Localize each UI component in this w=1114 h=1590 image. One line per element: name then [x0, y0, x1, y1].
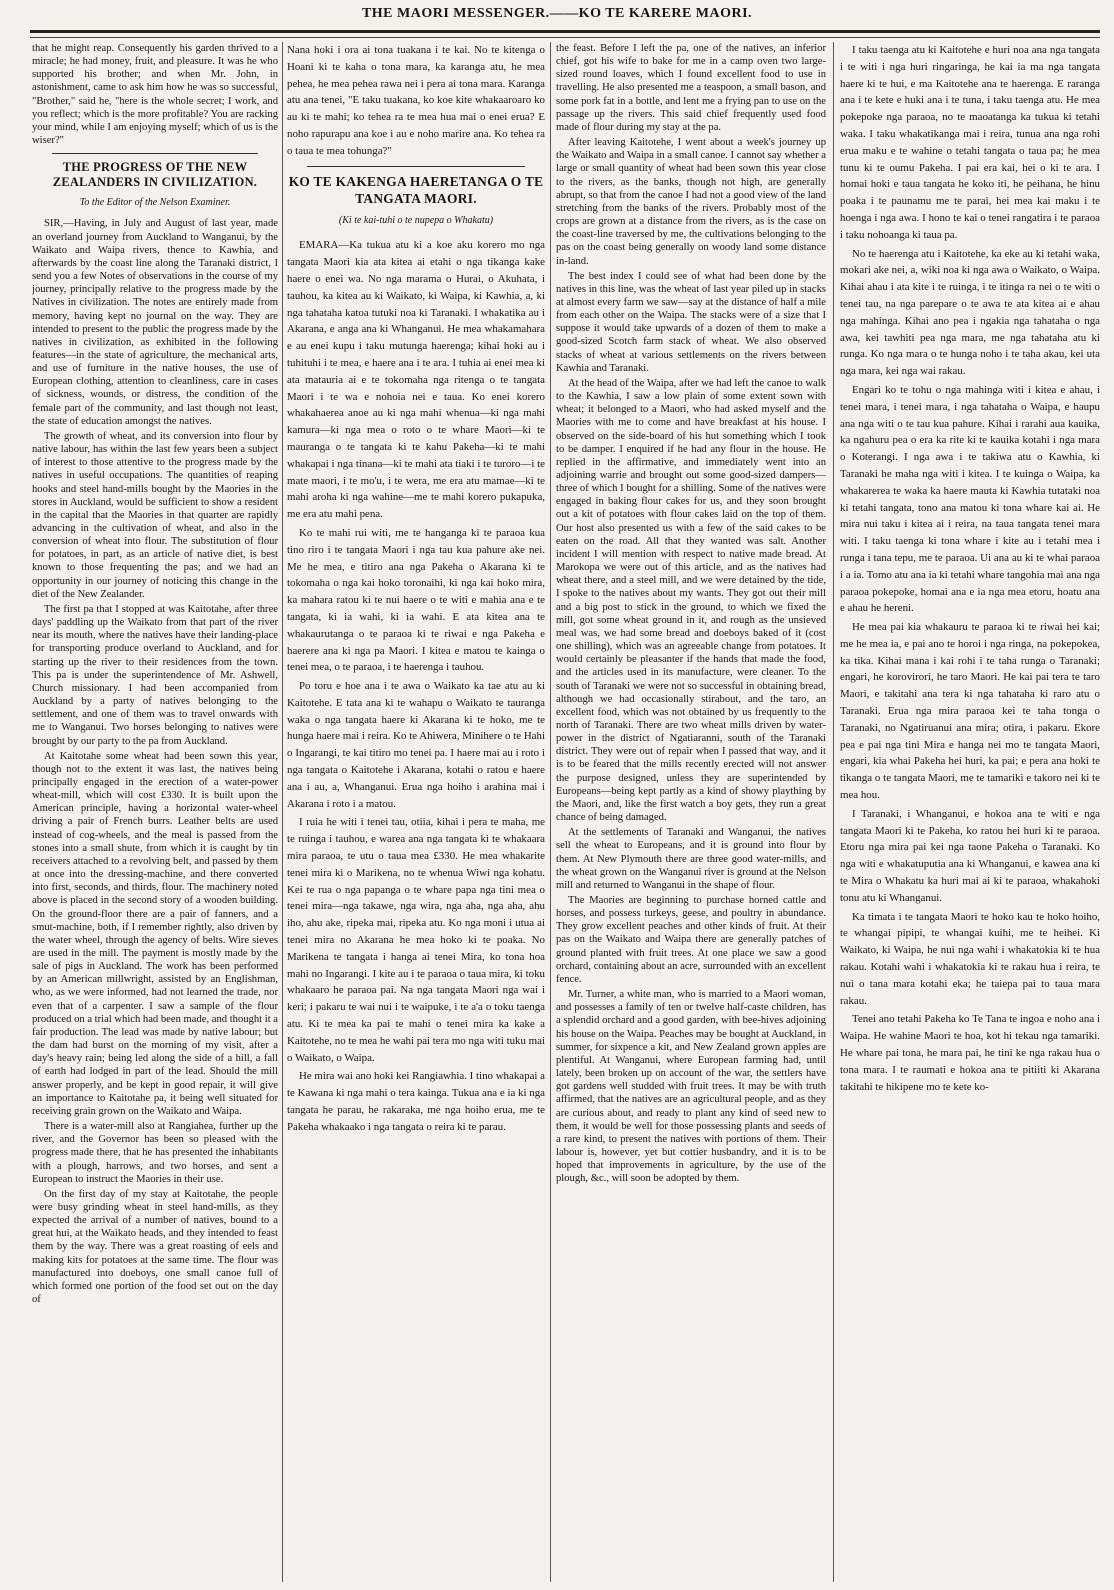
article-paragraph: I ruia he witi i tenei tau, otiia, kihai i pera te maha, me te ruinga i tauhou, e warea ana nga tangata ki te whakaara mira paraoa, te utu o taua mea £330. He mea whakarite tenei mira ki o Marikena, no te whenua Wiwi nga kohatu. Kei te rua o nga papanga o te whare papa nga tini mea o tenei mira—nga takawe, nga wira, nga aha, nga aha, ahu iho, ahu ake, ripeka mai, ripeka atu. Ko nga moni i utua ai tenei mira no Akarana he mea hoko ki te poaka. No Marikena te tangata i hanga ai tenei Mira, ko tona hoa mahi no Ingarangi. I kite au i te paraoa o taua mira, ki toku whakaaro he paraoa pai. Na nga tangata Maori nga wai i keri; i pakaru te wai nui i te waipuke, i te a'a o toku taenga atu. Ki te mea ka pai te mahi o tenei mira ka kake a Kaitotehe, no te mea he wahi pai tera mo nga witi tuku mai o Waikato, o Waipa.: [287, 816, 545, 1064]
article-paragraph: The Maories are beginning to purchase horned cattle and horses, and possess turkeys, geese, and poultry in abundance. They grow excellent peaches and other kinds of fruit. At their pas on the Waikato and Waipa there are generally patches of ground planted with fruit trees. At one place we saw a good orchard, containing about an acre, surrounded with an excellent fence.: [556, 895, 826, 985]
article-paragraph: At the head of the Waipa, after we had left the canoe to walk to the Kawhia, I saw a low plain of some extent sown with wheat; it belonged to a Maori, who had asked myself and the Maories with me to come and have breakfast at his house. I observed on the side-board of his hut something which I took to be damper. I enquired if he had any flour in the house. He replied in the affirmative, and immediately went into an adjoining warrie and brought out some good-sized dampers—three of which I bought for a shilling. Some of the natives were engaged in baking flour cakes for us, and they soon brought out a kit of potatoes with flour cakes laid on the top of them. Our host also presented us with a few of the said cakes to be eaten on the road. All that they wanted was salt. Another incident I will mention with respect to native made bread. At Marokopa we were out of this article, and as the natives had wheat there, and a steel mill, and we were detained by the tide, I spoke to the natives about my wants. They got out their mill and a big post to stick in the ground, to which we fixed the mill, got some wheat ground in it, and rough as the unsieved meal was, we had some bread and doeboys baked of it (cost one shilling), which was an agreeable change from potatoes. It would certainly be pleasanter if the hands that made the food, and the articles used in its manufacture, were cleaner. To the south of Taranaki we were not so successful in obtaining bread, although we had occasionally stirabout, and the taro, an excellent food, which was not obtained by us frequently to the north of Taranaki. There are two wheat mills driven by water-power in the district of Ngatiaranni, south of the Taranaki district. They were out of repair when I passed that way, and it is to be feared that the mills recently erected will not answer the purpose designed, unless they are superintended by Europeans—being kept partly as a kind of showy plaything by the Maori, and, like the first watch a boy gets, they run a great chance of being damaged.: [556, 377, 826, 824]
article-paragraph: The growth of wheat, and its conversion into flour by native labour, has within the last few years been a subject of interest to those attentive to the progress made by the natives in useful occupations. The quantities of reaping hooks and steel hand-mills bought by the Maories in the stores in Auckland, would be sufficient to show a resident in the capital that the Maories in that quarter are rapidly advancing in the cultivation of wheat, and also in the conversion of wheat into flour. The substitution of flour for potatoes, in part, as an article of native diet, is best known to those frequenting the pas; and we had an opportunity in our journey of noticing this change in the diet of the New Zealander.: [32, 430, 278, 600]
masthead-rule: [30, 30, 1100, 38]
story-ending: Nana hoki i ora ai tona tuakana i te kai. No te kitenga o Hoani ki te kaha o tona mara, ka karanga atu, he mea pehea, he mea pehea rawa nei i pera ai tona mara. Karanga atu ana tenei, "E taku tuakana, ko koe kite whakaaroaro ko au ki te mahi; ko tehea ra te mea hua mai o enei erua? E noho rapurapu ana koe i au e noho marire ana. Ko tehea ra o taua te mea tohunga?": [287, 44, 545, 157]
section-divider: [307, 166, 525, 167]
article-paragraph: Engari ko te tohu o nga mahinga witi i kitea e ahau, i tenei mara, i tenei mara, i nga tahataha o Waipa, e haupu ana nga witi o te tau kua pahure. Kihai i rarahi aua kauika, ka ngahuru pea o era ka rite ki te kauika kotahi i nga mara o Koterangi. I nga awa i te takiwa atu o Kawhia, ki Taranaki he maha nga witi i kitea. I te kuinga o Waipa, ka whakarerea te waka ka haere mauta ki Kawhia tutataki noa ki tetahi tangata, tono ana matou ki tona whare kai ai. He mira nui taku i kitea ai i reira, na taua tangata tenei mara witi. I taku taenga ki tona whare i kite au i tetahi mea i runga i tana tepu, me te paraoa. Ui ana au ki te whai paraoa i a ia. Tomo atu ana ia ki tetahi whare tangohia mai ana nga paraoa pokepoke, homai ana e ia nga mea etoru, hoatu ana e ahau he hereni.: [840, 383, 1100, 615]
article-paragraph: At Kaitotahe some wheat had been sown this year, though not to the extent it was last, the natives being principally engaged in the erection of a water-power wheat-mill, which will cost £330. It is built upon the American principle, having a horizontal water-wheel driving a pair of French burrs. Leather belts are used instead of cog-wheels, and the meal is passed from the stones into a small shute, from which it is caught by tin receivers attached to a revolving belt, and passed by them at once into the dressing-machine, and there converted into first, seconds, and thirds, flour. The machinery noted above is placed in the second story of a wooden building. On the ground-floor there are a pair of fanners, and a smut-machine, both, if I remember rightly, also driven by the water wheel, through the agency of belts. Wire sieves are used in the mill. The payment is mostly made by the sale of pigs in Auckland. The work has been performed by an American millwright, assisted by an Englishman, who, as we were informed, had not learned the trade, nor even that of a carpenter. I saw a sample of the flour produced on a trial which had been made, and thought it a fair production. The lead was made by native labour; but the dam had burst on the morning of my visit, after a day's heavy rain; being led along the side of a hill, a fall of earth had lodged in part of the lead. Should the mill answer properly, and be kept in good repair, it will give an importance to Kaitotahe pa, it being well situated for receiving grain grown on the Waikato and Waipa.: [32, 750, 278, 1117]
column-divider: [833, 42, 834, 1582]
article-paragraph: Tenei ano tetahi Pakeha ko Te Tana te ingoa e noho ana i Waipa. He wahine Maori te hoa, kot hi tekau nga tamariki. He whare pai tona, he mara pai, he tini ke nga rakau hua o tona mara. I te raumati e hokoa ana te pitiiti ki Akarana takitahi te hikipene mo te kete ko-: [840, 1013, 1100, 1093]
section-divider: [52, 153, 258, 154]
column-3-english: [556, 42, 826, 1582]
article-paragraph: the feast. Before I left the pa, one of the natives, an inferior chief, got his wife to bake for me in a camp oven two large-sized round loaves, which I found excellent food to use in travelling. He also presented me a teaspoon, a small bason, and some pork fat in a bottle, and lent me a frying pan to use on the passage up the rivers. This said chief frequently used food made of flour during my stay at the pa.: [556, 43, 826, 133]
article-paragraph: Mr. Turner, a white man, who is married to a Maori woman, and possesses a family of ten or twelve half-caste children, has a splendid orchard and a good garden, with bee-hives adjoining his house on the Waipa. Peaches may be bought at Auckland, in summer, for sixpence a kit, and New Zealand grown apples are plentiful. At Wanganui, where European farming had, until lately, been broken up on account of the war, the settlers have got gardens well studded with fruit trees. It may be with truth affirmed, that the natives are an agricultural people, and as they are curious about, and ready to plant any kind of seed new to them, it would be well for those possessing plants and seeds of a rare kind, to present the natives with portions of them. Their labour is, however, yet but cottier husbandry, and it is to be hoped that improvements in agriculture, by the use of the plough, &c., will soon be adopted by them.: [556, 989, 826, 1185]
article-paragraph: On the first day of my stay at Kaitotahe, the people were busy grinding wheat in steel hand-mills, as they expected the arrival of a number of natives, bound to a great hui, at the Waikato heads, and they intended to feast them by the way. There was a great roasting of eels and making kits for potatoes at the same time. The flour was manufactured into doeboys, one small canoe full of which formed one portion of the food set out on the day of: [32, 1188, 278, 1306]
article-byline: To the Editor of the Nelson Examiner.: [79, 197, 231, 209]
story-ending: that he might reap. Consequently his garden thrived to a miracle; he had money, fruit, and pleasure. It was he who supported his brother; and when Mr. John, in astonishment, came to ask him how he was so successful, "Brother," said he, "here is the whole secret; I work, and you reflect; which is the more profitable? You are racking your mind, while I am enjoying myself; which of us is the wiser?": [32, 43, 278, 147]
article-paragraph: The best index I could see of what had been done by the natives in this line, was the wheat of last year piled up in stacks at almost every farm we saw—say at the distance of half a mile from each other on the Waipa. The stacks were of a size that I suppose it would take upwards of a dozen of them to make a good-sized Scotch farm stack of wheat. We also observed stacks of wheat at various settlements on the rivers between Kawhia and Taranaki.: [556, 270, 826, 374]
article-headline: KO TE KAKENGA HAERETANGA O TE TANGATA MAORI.: [288, 173, 544, 206]
column-divider: [550, 42, 551, 1582]
article-paragraph: The first pa that I stopped at was Kaitotahe, after three days' paddling up the Waikato from that part of the river near its mouth, where the natives have their landing-place for transporting produce overland to Auckland, and for starting up the river to their residences from the town. This pa is under the superintendence of Mr. Ashwell, Church missionary. I had been accompanied from Auckland by a party of natives belonging to the settlement, and one of them was to travel onwards with me to Wanganui. Two horses belonging to natives were brought by our party to the pa from Auckland.: [32, 603, 278, 747]
article-headline: THE PROGRESS OF THE NEW ZEALANDERS IN CIVILIZATION.: [52, 160, 258, 190]
article-paragraph: I taku taenga atu ki Kaitotehe e huri noa ana nga tangata i te witi i nga huri ringaringa, he kai ia ma nga tangata haere ki te hui, e ma Kaitotehe ana te haerenga. E raranga ana i te kete e huki ana i te tuna, i taku taenga atu. He mea pokepoke nga paraoa, no te maoatanga ka tukua ki tetahi waka. I taku whakatikanga mai i reira, tunua ana nga rohi erua maku e te wahine o tetahi tangata o taua pa; he mea tunu ki te oumu Pakeha. I pai era kai, hei o ki te ara. I homai hoki e taua tangata he koko iti, he peihana, he hinu poaka i te paunamu me te parai, hei mea kai maku i te hoenga i nga awa. I hono te kai o tenei rangatira i te paraoa i taku nohoanga ki taua pa.: [840, 44, 1100, 241]
article-paragraph: Po toru e hoe ana i te awa o Waikato ka tae atu au ki Kaitotehe. E tata ana ki te wahapu o Waikato te tauranga waka o nga tangata haere ki Akarana ki te hoko, me te hunga haere mai i reira. Ko te Ahiwera, Minihere o te Hahi o Ingarangi, te kai titiro mo tenei pa. I haere mai au i roto i nga tangata o Kaitotehe i Akarana, kotahi o ratou e haere ana i au, a, Whanganui. Erua nga hoiho i arahina mai i Akarana i roto i a matou.: [287, 680, 545, 810]
column-2-maori: [287, 42, 545, 1582]
column-4-maori: [840, 42, 1100, 1582]
article-paragraph: Ko te mahi rui witi, me te hanganga ki te paraoa kua tino riro i te tangata Maori i nga tau kua pahure ake nei. Me he mea, e titiro ana nga Pakeha o Akarana ki te tokomaha o nga kai hoko toronaihi, ki nga kai hoko mira, ka mahara ratou ki te nui haere o te witi e mahia ana e te tangata, ki ia wahi, ki ia wahi. E ata kitea ana te whakaurutanga o te paraoa ki te riwai e nga Pakeha e haerere ana ki nga pa Maori. I kitea e matou te kainga o tenei mea, o te paraoa, i te haerenga i tauhou.: [287, 526, 545, 674]
article-paragraph: Ka timata i te tangata Maori te hoko kau te hoko hoiho, te whangai pipipi, te whangai kuihi, me te heihei. Ki Waikato, ki Waipa, he nui nga wahi i whakatokia ki te hua rakau. Kotahi wahi i whakatokia ki te rakau hua i reira, te nui o tana mara kotahi eka; he taiepa pai to taua mara rakau.: [840, 910, 1100, 1007]
column-1-english: [32, 42, 278, 1582]
masthead-title: THE MAORI MESSENGER.——KO TE KARERE MAORI.: [361, 6, 753, 21]
article-paragraph: After leaving Kaitotehe, I went about a week's journey up the Waikato and Waipa in a small canoe. I cannot say whether a large or small quantity of wheat had been sown this year close to the rivers, as the banks, though not high, are generally abrupt, so that from the canoe I had not a good view of the land stretching from the banks of the rivers. Probably most of the crops are grown at a distance from the rivers, as is the case on the coast-line traversed by me, the cultivations belonging to the pas on the coast being generally on woody land some distance in-land.: [556, 137, 826, 267]
column-divider: [282, 42, 283, 1582]
article-paragraph: EMARA—Ka tukua atu ki a koe aku korero mo nga tangata Maori kia ata kitea ai etahi o nga tikanga kake haere o enei wa. No nga marama o Hurai, o Akuhata, i tauhou, ka kitea au ki Waikato, ki Waipa, ki Kawhia, a, ki nga tahataha katoa tutuki noa ki Taranaki. I whakatika au i Akarana, e anga ana ki Whanganui. He mea whakamahara e au enei kupu i taku mutunga haerenga; kihai hoki au i tuhituhi i te mea, e haere ana i te ara. I tuhia ai enei mea ki ata matauria ai e te tokomaha nga ritenga o te tangata Maori i te wa e nohoia nei e taua. Ko enei korero whakahaerea anoe au ki nga mahi whenua—ki nga mahi kamura—ki nga mea o roto o te whare Maori—ki te mauranga o te tangata ki te kahu Pakeha—ki te mahi whakapai i nga tinana—ki te mahi ata tiaki i te turoro—i te mate maori, i te mo'u, i te wera, me era atu mamae—ki te mahi aroha ki nga wahine—me te mahi korero pukapuka, me era atu mahi pena.: [287, 239, 545, 521]
article-paragraph: SIR,—Having, in July and August of last year, made an overland journey from Auckland to Wanganui, by the Waikato and Waipa rivers, thence to Kawhia, and afterwards by the coast line along the Taranaki district, I send you a few Notes of observations in the course of my journey, principally relative to the progress made by the Natives in civilization. The notes are entirely made from memory, having kept no journal on the way. They are intended to present to the public the progress made by the natives in civilization, as exhibited in the following features—in the state of agriculture, the mechanical arts, and use of furniture in the native houses, the use of European clothing, attention to cleanliness, care in cases of sickness, wounds, or distress, the condition of the female part of the community, and last though not least, the state of education amongst the natives.: [32, 218, 278, 427]
article-paragraph: He mira wai ano hoki kei Rangiawhia. I tino whakapai a te Kawana ki nga mahi o tera kainga. Tukua ana e ia ki nga tangata he parau, he rakaraka, me nga hoiho erua, me te Pakeha whakaako i nga tangata o reira ki te parau.: [287, 1070, 545, 1133]
article-paragraph: At the settlements of Taranaki and Wanganui, the natives sell the wheat to Europeans, and it is ground into flour by them. At New Plymouth there are three good water-mills, and the wheat grown on the Wanganui river is ground at the Nelson mill and returned to Wanganui in the shape of flour.: [556, 827, 826, 891]
article-paragraph: I Taranaki, i Whanganui, e hokoa ana te witi e nga tangata Maori ki te Pakeha, ko ratou hei huri ki te paraoa. Etoru nga mira pai kei nga taone Pakeha o Taranaki. Ko nga witi e whakatuputia ana ki Whanganui, e kawea ana ki te Mira o Whakatu ka huri mai ai ki te paraoa, whakahoki tonu atu ki Whanganui.: [840, 807, 1100, 904]
article-paragraph: He mea pai kia whakauru te paraoa ki te riwai hei kai; me he mea ia, e pai ano te horoi i nga ringa, na pokepokea, ka tika. Kihai mana i kai rohi i te taha runga o Taranaki; engari, he korovirori, he taro Maori. He kai pai tera te taro Maori, e takitahi ana tera ki nga tahataha ki raro atu o Taranaki. Erua nga mira paraoa kei te taha tonga o Taranaki, no Ngatiruanui ana mira; otira, i pakaru. Ekore pea e pai nga tini Mira e hanga nei mo te tangata Maori, engari, kia whai Pakeha hei huri, ka pai; e pera ana hoki te tikanga o te tangata Maori, me te tamariki e takoro nei ki te mea hou.: [840, 621, 1100, 802]
article-paragraph: There is a water-mill also at Rangiahea, further up the river, and the Governor has been so pleased with the progress made there, that he has presented the inhabitants with a plough, harrows, and two horses, and sent a European to instruct the Maories in their use.: [32, 1121, 278, 1185]
article-paragraph: No te haerenga atu i Kaitotehe, ka eke au ki tetahi waka, mokari ake nei, a, wiki noa ki nga awa o Waikato, o Waipa. Kihai ahau i ata kite i te ruinga, i te itinga ra nei o te witi o tenei tau, na nga parepare o te awa te ata kitea ai e ahau nga mahinga. Kihai ano pea i ngakia nga tahataha o nga awa, kei tawhiti pea nga mara, me nga tahataha atu ki runga. Ko nga mara o te hunga noho i te taha akau, kei uta nga mara, kei nga wai rakau.: [840, 247, 1100, 378]
article-byline: (Ki te kai-tuhi o te nupepa o Whakatu): [338, 214, 494, 226]
